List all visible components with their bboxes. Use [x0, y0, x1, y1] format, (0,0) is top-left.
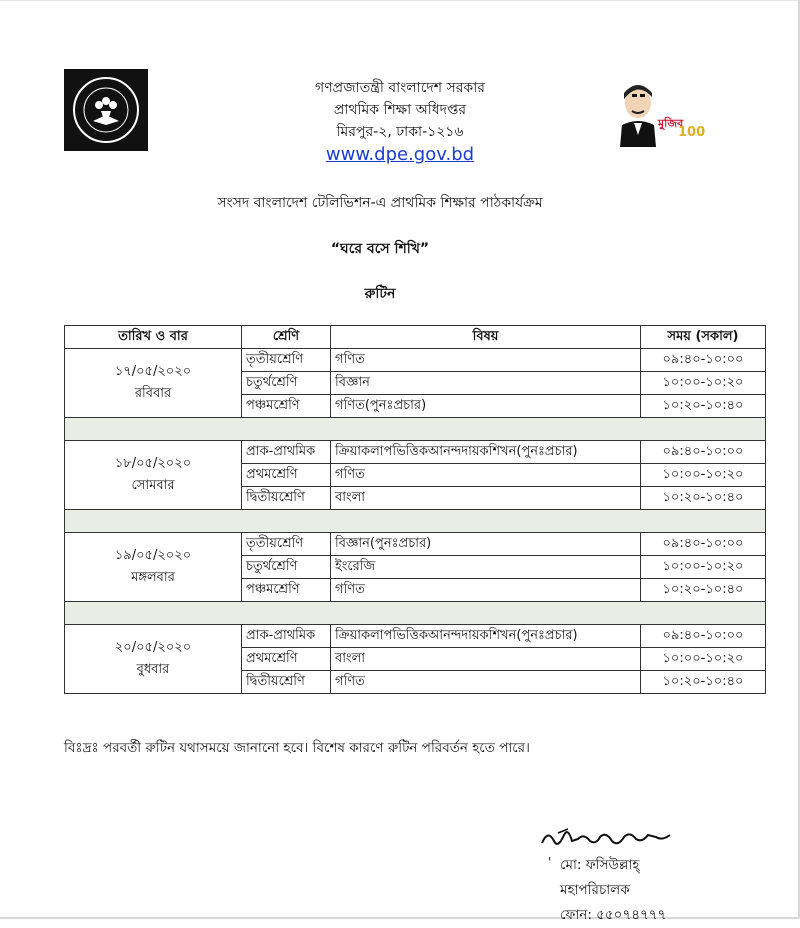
time-cell: ১০:০০-১০:২০	[641, 372, 766, 395]
subject-cell: গণিত	[331, 579, 641, 602]
class-cell: তৃতীয়শ্রেণি	[242, 349, 331, 372]
date-cell	[65, 533, 242, 602]
time-cell: ০৯:৪০-১০:০০	[641, 625, 766, 648]
separator-cell	[65, 418, 766, 441]
class-cell: তৃতীয়শ্রেণি	[242, 533, 331, 556]
separator-row	[65, 602, 766, 625]
signatory-name: মো: ফসিউল্লাহ্	[560, 857, 640, 873]
header-date-day: তারিখ ও বার	[65, 326, 242, 349]
table-row	[65, 441, 766, 464]
signatory-phone: ফোন: ৫৫০৭৪৭৭৭	[560, 907, 667, 923]
date-cell	[65, 349, 242, 418]
signatory-block	[560, 853, 666, 928]
subject-cell: বিজ্ঞান(পুনঃপ্রচার)	[331, 533, 641, 556]
class-cell: দ্বিতীয়শ্রেণি	[242, 671, 331, 694]
footnote: বিঃদ্রঃ পরবর্তী রুটিন যথাসময়ে জানানো হবে। বিশেষ কারণে রুটিন পরিবর্তন হতে পারে।	[64, 740, 530, 756]
header-subject: বিষয়	[331, 326, 641, 349]
class-cell: প্রথমশ্রেণি	[242, 464, 331, 487]
subject-cell: ক্রিয়াকলাপভিত্তিকআনন্দদায়কশিখন(পুনঃপ্রচার)	[331, 625, 641, 648]
routine-table	[64, 325, 766, 694]
time-cell: ০৯:৪০-১০:০০	[641, 533, 766, 556]
date-text: ১৯/০৫/২০২০	[114, 548, 192, 563]
govt-name: গণপ্রজাতন্ত্রী বাংলাদেশ সরকার	[315, 80, 485, 96]
class-cell: প্রাক-প্রাথমিক	[242, 625, 331, 648]
date-cell	[65, 441, 242, 510]
class-cell: প্রথমশ্রেণি	[242, 648, 331, 671]
time-cell: ০৯:৪০-১০:০০	[641, 441, 766, 464]
separator-row	[65, 510, 766, 533]
date-text: ১৮/০৫/২০২০	[114, 456, 192, 471]
time-cell: ১০:২০-১০:৪০	[641, 487, 766, 510]
date-text: ২০/০৫/২০২০	[114, 640, 192, 655]
subject-cell: ইংরেজি	[331, 556, 641, 579]
day-text: সোমবার	[131, 478, 175, 493]
time-cell: ১০:০০-১০:২০	[641, 556, 766, 579]
class-cell: চতুর্থশ্রেণি	[242, 556, 331, 579]
routine-title: রুটিন	[364, 286, 396, 302]
dpe-logo	[64, 69, 148, 151]
office-address: মিরপুর-২, ঢাকা-১২১৬	[336, 124, 464, 140]
subject-cell: গণিত(পুনঃপ্রচার)	[331, 395, 641, 418]
table-row	[65, 625, 766, 648]
mujib-text: মুজিব	[658, 117, 684, 130]
time-cell: ০৯:৪০-১০:০০	[641, 349, 766, 372]
subject-cell: বিজ্ঞান	[331, 372, 641, 395]
time-cell: ১০:০০-১০:২০	[641, 648, 766, 671]
mujib-100-logo	[608, 79, 706, 147]
time-cell: ১০:২০-১০:৪০	[641, 671, 766, 694]
slogan: “ঘরে বসে শিখি”	[330, 241, 430, 257]
table-row	[65, 533, 766, 556]
time-cell: ১০:০০-১০:২০	[641, 464, 766, 487]
table-row	[65, 349, 766, 372]
subject-cell: ক্রিয়াকলাপভিত্তিকআনন্দদায়কশিখন(পুনঃপ্রচার)	[331, 441, 641, 464]
separator-cell	[65, 510, 766, 533]
class-cell: পঞ্চমশ্রেণি	[242, 395, 331, 418]
tick-mark: '	[548, 855, 552, 869]
website-link[interactable]: www.dpe.gov.bd	[325, 144, 475, 165]
date-text: ১৭/০৫/২০২০	[114, 364, 192, 379]
signature-icon	[538, 823, 678, 855]
class-cell: পঞ্চমশ্রেণি	[242, 579, 331, 602]
office-header	[200, 77, 600, 167]
department-name: প্রাথমিক শিক্ষা অধিদপ্তর	[333, 102, 467, 118]
class-cell: চতুর্থশ্রেণি	[242, 372, 331, 395]
mujib-number: 100	[678, 125, 706, 140]
header-time: সময় (সকাল)	[641, 326, 766, 349]
header-class: শ্রেণি	[242, 326, 331, 349]
dpe-emblem-icon	[71, 75, 141, 145]
date-cell	[65, 625, 242, 694]
class-cell: দ্বিতীয়শ্রেণি	[242, 487, 331, 510]
subject-cell: বাংলা	[331, 487, 641, 510]
program-subtitle: সংসদ বাংলাদেশ টেলিভিশন-এ প্রাথমিক শিক্ষার পাঠকার্যক্রম	[217, 195, 543, 211]
subject-cell: বাংলা	[331, 648, 641, 671]
subject-cell: গণিত	[331, 349, 641, 372]
time-cell: ১০:২০-১০:৪০	[641, 579, 766, 602]
separator-cell	[65, 602, 766, 625]
day-text: বুধবার	[136, 662, 170, 677]
signatory-designation: মহাপরিচালক	[560, 882, 630, 898]
day-text: রবিবার	[134, 386, 172, 401]
table-header-row	[65, 326, 766, 349]
class-cell: প্রাক-প্রাথমিক	[242, 441, 331, 464]
subject-cell: গণিত	[331, 671, 641, 694]
time-cell: ১০:২০-১০:৪০	[641, 395, 766, 418]
subject-cell: গণিত	[331, 464, 641, 487]
separator-row	[65, 418, 766, 441]
day-text: মঙ্গলবার	[131, 570, 175, 585]
